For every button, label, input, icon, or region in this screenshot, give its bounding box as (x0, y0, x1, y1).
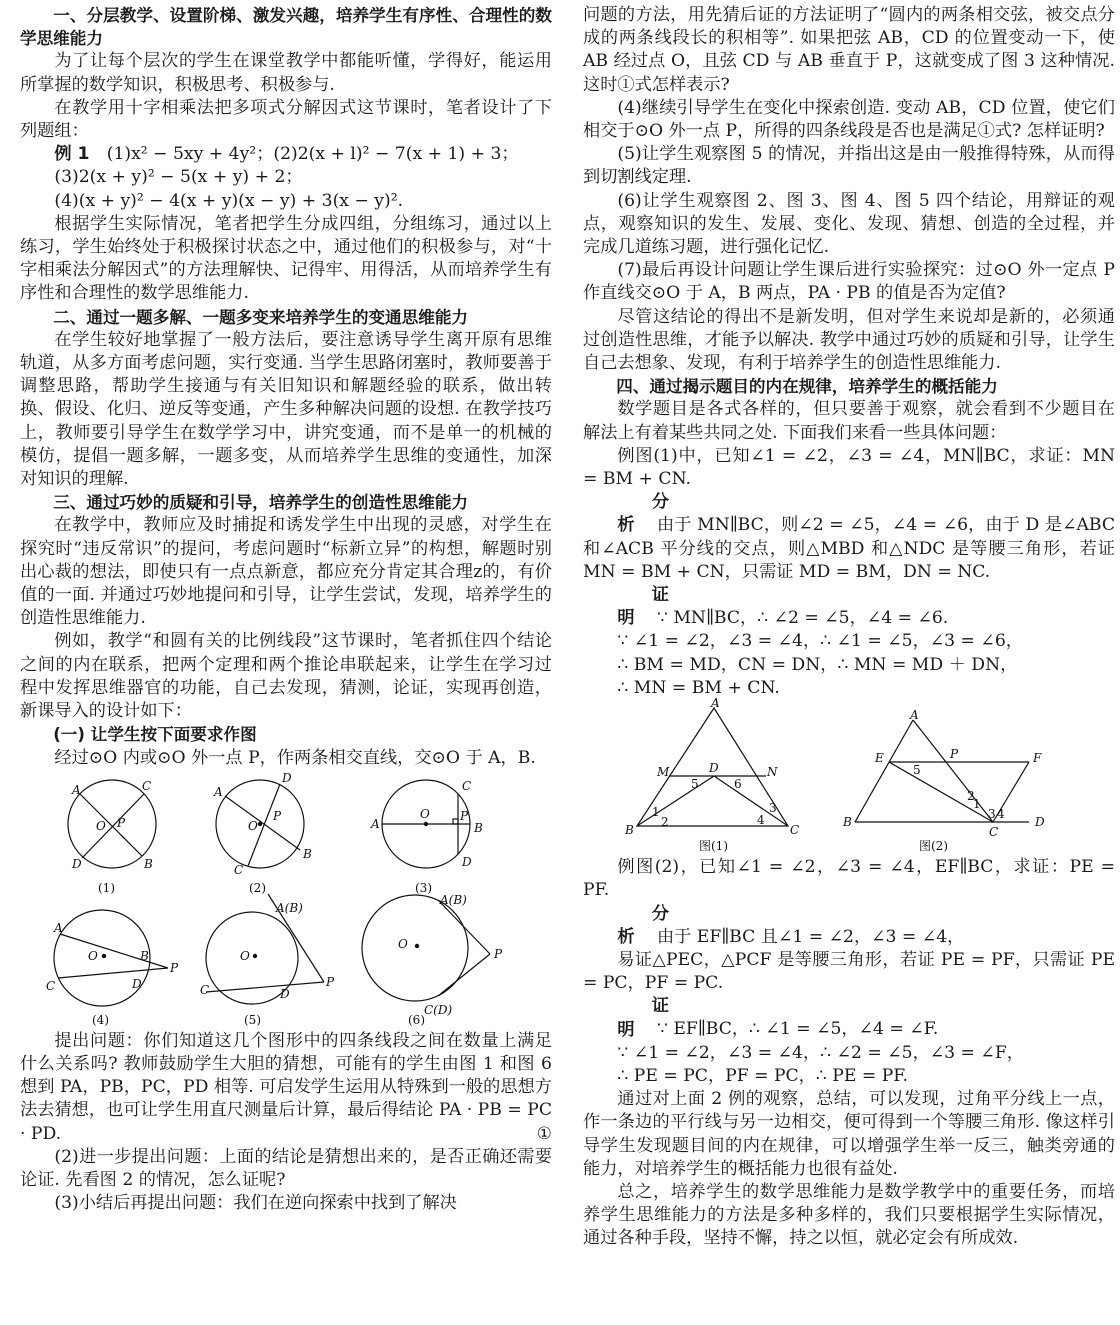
label-B: B (144, 856, 153, 871)
label-B: B (303, 846, 312, 861)
analysis-1 (583, 491, 1115, 584)
subsection-heading: (一) 让学生按下面要求作图 (53, 725, 257, 745)
analysis-label: 分析 (617, 492, 669, 536)
angle-3: 3 (988, 807, 996, 822)
label-F: F (1033, 751, 1042, 766)
angle-4: 4 (997, 807, 1005, 822)
label-C: C (142, 778, 152, 793)
figure-4 (54, 910, 168, 1006)
label-D: D (462, 854, 472, 869)
label-A: A (54, 920, 63, 935)
label-P: P (494, 946, 503, 961)
caption-3: (3) (415, 880, 432, 895)
paragraph: 在教学用十字相乘法把多项式分解因式这节课时，笔者设计了下列题组： (20, 97, 552, 142)
paragraph: 通过对上面 2 例的观察，总结，可以发现，过角平分线上一点，作一条边的平行线与另一边相交，便可得到一个等腰三角形. 像这样引导学生发现题目间的内在规律，可以增强学生举一反三，触类旁通的能力，对培养学生的概括能力也很有益处. (583, 1089, 1115, 1179)
label-P: P (460, 808, 469, 823)
section-heading-3: 三、通过巧妙的质疑和引导，培养学生的创造性思维能力 (53, 493, 469, 513)
proof-label: 证明 (617, 996, 669, 1040)
paragraph: (5)让学生观察图 5 的情况，并指出这是由一般推得特殊，从而得到切割线定理. (583, 144, 1115, 188)
proof-2-line-1 (583, 995, 1115, 1041)
paragraph: 尽管这结论的得出不是新发明，但对学生来说却是新的，必须通过创造性思维，才能予以解决. 教学中通过巧妙的质疑和引导，让学生自己去想象、发现，有利于培养学生的创造性思维能力. (583, 306, 1115, 374)
proof-label: 证明 (617, 585, 669, 629)
label-E: E (875, 751, 884, 766)
figure-caption-2: 图(2) (919, 839, 948, 854)
label-P: P (326, 974, 335, 989)
angle-1: 1 (652, 805, 660, 820)
label-B: B (625, 823, 634, 838)
label-C: C (46, 978, 56, 993)
paragraph: 经过⊙O 内或⊙O 外一点 P，作两条相交直线，交⊙O 于 A，B. (54, 747, 536, 768)
proof-1-line-4: ∴ MN = BM + CN. (617, 677, 780, 698)
label-CD: C(D) (424, 1002, 453, 1017)
label-D: D (132, 976, 142, 991)
paragraph: 在学生较好地掌握了一般方法后，要注意诱导学生离开原有思维轨道，从多方面考虑问题，实行变通. 当学生思路闭塞时，教师要善于调整思路，帮助学生接通与有关旧知识和解题经验的联系，做出转换、假设、化归、逆反等变通，产生多种解决问题的设想. 在教学技巧上，教师要引导学生在数学学习中，讲究变通，而不是单一的机械的模仿，提倡一题多解，一题多变，从而培养学生思维的变通性，加深对知识的理解. (20, 329, 552, 490)
label-A: A (711, 696, 720, 711)
paragraph: (2)进一步提出问题：上面的结论是猜想出来的，是否正确还需要论证. 先看图 2 的情况，怎么证呢? (20, 1146, 552, 1190)
label-P: P (950, 747, 959, 762)
label-O: O (398, 936, 408, 951)
caption-4: (4) (92, 1012, 109, 1027)
label-A: A (910, 708, 919, 723)
analysis-2-cont: 易证△PEC，△PCF 是等腰三角形，若证 PE = PF，只需证 PE = PC，PF = PC. (583, 949, 1115, 994)
analysis-label: 分析 (617, 903, 669, 947)
paragraph: (3)小结后再提出问题：我们在逆向探索中找到了解决 (54, 1193, 457, 1214)
example-label: 例 1 (54, 144, 90, 165)
paragraph-text: 提出问题：你们知道这几个图形中的四条线段之间在数量上满足什么关系吗? 教师鼓励学生大胆的猜想，可能有的学生由图 1 和图 6 想到 PA，PB，PC，PD 相等. 可启发学生运用从特殊到一般的思想方法去猜想，也可让学生用直尺测量后计算，最后得结论 PA · PB = PC · PD. (20, 1030, 552, 1144)
figure-5 (206, 894, 324, 1004)
paragraph: (6)让学生观察图 2、图 3、图 4、图 5 四个结论，用辩证的观点，观察知识的发生、发展、变化、发现、猜想、创造的全过程，并完成几道练习题，进行强化记忆. (583, 190, 1115, 258)
label-D: D (72, 856, 82, 871)
paragraph: 例如，教学“和圆有关的比例线段”这节课时，笔者抓住四个结论之间的内在联系，把两个定理和两个推论串联起来，让学生在学习过程中发挥思维器官的功能，自己去发现，猜测，论证，实现再创造，新课导入的设计如下： (20, 631, 552, 722)
proof-1-line-3: ∴ BM = MD，CN = DN，∴ MN = MD ＋ DN， (617, 654, 1018, 675)
paragraph: 数学题目是各式各样的，但只要善于观察，就会看到不少题目在解法上有着某些共同之处. 下面我们来看一些具体问题： (583, 399, 1115, 443)
paragraph: 总之，培养学生的数学思维能力是数学教学中的重要任务，而培养学生思维能力的方法是多种多样的，我们只要根据学生实际情况，通过各种手段，坚持不懈，持之以恒，就必定会有所成效. (583, 1181, 1115, 1249)
paragraph: 例图(2)，已知∠1 = ∠2，∠3 = ∠4，EF∥BC，求证：PE = PF. (583, 857, 1115, 901)
example-1-line-3: (4)(x + y)² − 4(x + y)(x − y) + 3(x − y)². (54, 190, 404, 211)
figure-3 (382, 780, 470, 868)
example-1-line-2: (3)2(x + y)² − 5(x + y) + 2； (54, 167, 303, 188)
angle-4: 4 (757, 813, 765, 828)
analysis-text: 由于 MN∥BC，则∠2 = ∠5，∠4 = ∠6，由于 D 是∠ABC 和∠ACB 平分线的交点，则△MBD 和△NDC 是等腰三角形，若证 MN = BM + CN，只需证 MD = BM，DN = NC. (583, 515, 1115, 582)
label-A: A (371, 816, 380, 831)
analysis-2 (583, 903, 1115, 949)
triangle-figures-svg (583, 696, 1115, 854)
proof-text: ∵ MN∥BC，∴ ∠2 = ∠5，∠4 = ∠6. (656, 608, 949, 629)
circle-figures-svg-2 (20, 892, 552, 1028)
label-M: M (657, 765, 670, 780)
label-B: B (843, 815, 852, 830)
label-D: D (280, 986, 290, 1001)
caption-1: (1) (98, 880, 115, 895)
label-B: B (140, 948, 149, 963)
circle-figures-row-2 (20, 892, 552, 1028)
proof-2-line-2: ∵ ∠1 = ∠2，∠3 = ∠4，∴ ∠2 = ∠5，∠3 = ∠F， (617, 1042, 1024, 1063)
paragraph (20, 1030, 552, 1146)
label-P: P (117, 815, 126, 830)
paragraph: 为了让每个层次的学生在课堂教学中都能听懂，学得好，能运用所掌握的数学知识，积极思考、积极参与. (20, 51, 552, 95)
figure-1 (68, 780, 156, 868)
proof-2-line-3: ∴ PE = PC，PF = PC，∴ PE = PF. (617, 1065, 908, 1086)
proof-text: ∵ EF∥BC，∴ ∠1 = ∠5，∠4 = ∠F. (656, 1019, 939, 1040)
label-C: C (790, 823, 800, 838)
equation-marker: ① (536, 1123, 552, 1144)
paragraph: (4)继续引导学生在变化中探索创造. 变动 AB，CD 位置，使它们相交于⊙O 外一点 P，所得的四条线段是否也是满足①式? 怎样证明? (583, 97, 1115, 142)
angle-5: 5 (691, 777, 699, 792)
caption-6: (6) (408, 1012, 425, 1027)
left-column (20, 4, 552, 1215)
paragraph: 在教学中，教师应及时捕捉和诱发学生中出现的灵感，对学生在探究时“违反常识”的提问，考虑问题时“标新立异”的构想，解题时别出心裁的想法，即使只有一点点新意，都应充分肯定其合理z的，有价值的一面. 并通过巧妙地提问和引导，让学生尝试，发现，培养学生的创造性思维能力. (20, 515, 552, 629)
label-N: N (767, 765, 778, 780)
circle-figures-svg-1 (20, 770, 552, 895)
analysis-text: 由于 EF∥BC 且∠1 = ∠2，∠3 = ∠4， (656, 926, 965, 947)
angle-6: 6 (734, 777, 742, 792)
example-text: (1)x² − 5xy + 4y²；(2)2(x + l)² − 7(x + 1) + 3； (106, 144, 519, 165)
label-D: D (1035, 815, 1045, 830)
section-heading-2: 二、通过一题多解、一题多变来培养学生的变通思维能力 (53, 307, 469, 327)
caption-2: (2) (249, 880, 266, 895)
figure-6 (362, 892, 490, 1001)
example-1-line-1 (20, 143, 552, 166)
label-O: O (248, 818, 258, 833)
caption-5: (5) (244, 1012, 261, 1027)
label-AB: A(B) (276, 900, 303, 915)
label-O: O (420, 806, 430, 821)
label-O: O (96, 818, 106, 833)
paragraph: (7)最后再设计问题让学生课后进行实验探究：过⊙O 外一定点 P 作直线交⊙O 于 A，B 两点，PA · PB 的值是否为定值? (583, 260, 1115, 304)
figure-2 (216, 780, 304, 868)
triangle-figures (583, 696, 1115, 854)
label-C: C (462, 778, 472, 793)
label-A: A (214, 784, 223, 799)
paragraph: 问题的方法，用先猜后证的方法证明了“圆内的两条相交弦，被交点分成的两条线段长的积相等”. 如果把弦 AB，CD 的位置变动一下，使 AB 经过点 O，且弦 CD 与 AB 垂直于 P，这就变成了图 3 这种情况. 这时①式怎样表示? (583, 5, 1115, 95)
label-C: C (200, 982, 210, 997)
label-D: D (282, 770, 292, 785)
angle-1: 1 (973, 797, 981, 812)
proof-1-line-2: ∵ ∠1 = ∠2，∠3 = ∠4，∴ ∠1 = ∠5，∠3 = ∠6， (617, 631, 1023, 652)
label-C: C (989, 825, 999, 840)
angle-3: 3 (769, 801, 777, 816)
section-heading-1: 一、分层教学、设置阶梯、激发兴趣，培养学生有序性、合理性的数学思维能力 (20, 6, 552, 49)
label-D: D (709, 761, 719, 776)
figure-caption-1: 图(1) (699, 839, 728, 854)
label-P: P (170, 960, 179, 975)
label-AB: A(B) (440, 892, 467, 907)
section-heading-4: 四、通过揭示题目的内在规律，培养学生的概括能力 (616, 377, 998, 397)
angle-5: 5 (913, 763, 921, 778)
label-O: O (88, 948, 98, 963)
proof-1-line-1 (583, 584, 1115, 630)
label-A: A (72, 782, 81, 797)
angle-2: 2 (661, 815, 669, 830)
label-P: P (273, 808, 282, 823)
label-C: C (234, 862, 244, 877)
circle-figures-row-1 (20, 770, 552, 895)
right-column (583, 4, 1115, 1251)
angle-2: 2 (967, 789, 975, 804)
paragraph: 根据学生实际情况，笔者把学生分成四组，分组练习，通过以上练习，学生始终处于积极探讨状态之中，通过他们的积极参与，对“十字相乘法分解因式”的方法理解快、记得牢、用得活，从而培养学生有序性和合理性的数学思维能力. (20, 213, 552, 304)
paragraph: 例图(1)中，已知∠1 = ∠2，∠3 = ∠4，MN∥BC，求证：MN = BM + CN. (583, 445, 1115, 490)
label-B: B (474, 820, 483, 835)
label-O: O (240, 948, 250, 963)
